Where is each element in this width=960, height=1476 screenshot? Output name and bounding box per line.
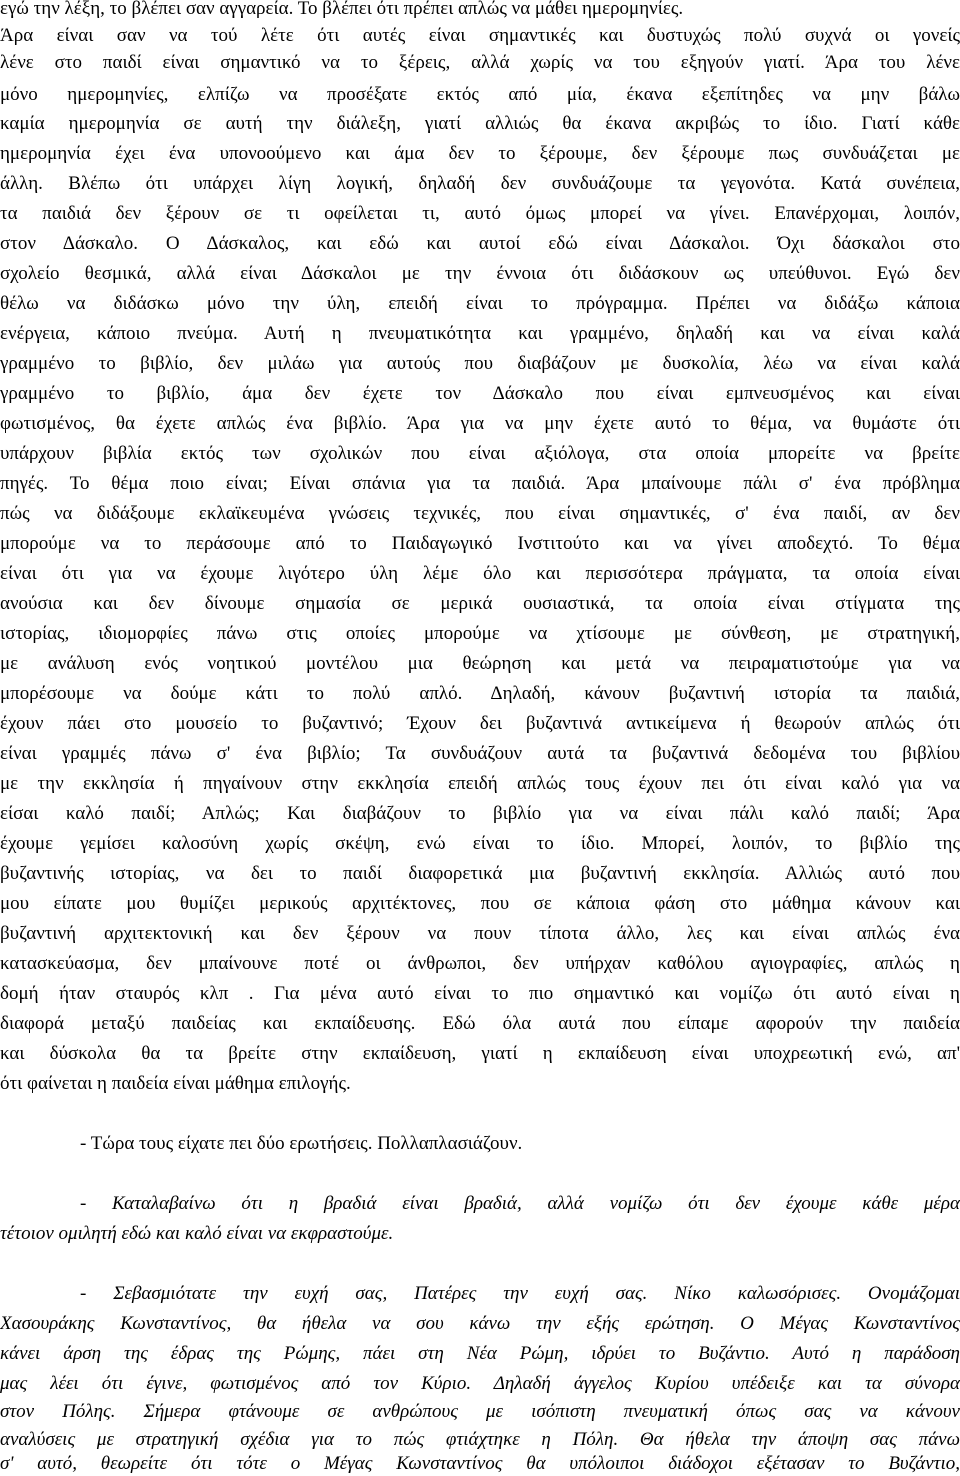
text-line: ότι φαίνεται η παιδεία είναι μάθημα επιλογής. xyxy=(0,1073,351,1094)
dialogue-question: - Τώρα τους είχατε πει δύο ερωτήσεις. Πολλαπλασιάζουν. xyxy=(80,1133,523,1154)
text-line: με την εκκλησία ή πηγαίνουν στην εκκλησία επειδή απλώς τους έχουν πει ότι είναι καλό για να xyxy=(0,773,960,794)
text-line: σχολείο θεσμικά, αλλά είναι Δάσκαλοι με την έννοια ότι διδάσκουν ως υπεύθυνοι. Εγώ δεν xyxy=(0,263,960,284)
text-line: μου είπατε μου θυμίζει μερικούς αρχιτέκτονες, που σε κάποια φάση στο μάθημα κάνουν και xyxy=(0,893,960,914)
text-line: βυζαντινής ιστορίας, να δει το παιδί διαφορετικά μια βυζαντινή εκκλησία. Αλλιώς αυτό που xyxy=(0,863,960,884)
text-line: ιστορίας, ιδιομορφίες πάνω στις οποίες μπορούμε να χτίσουμε με σύνθεση, με στρατηγική, xyxy=(0,623,960,644)
text-line: είναι γραμμές πάνω σ' ένα βιβλίο; Τα συνδυάζουν αυτά τα βυζαντινά δεδομένα του βιβλίου xyxy=(0,743,960,764)
text-line: θέλω να διδάσκω μόνο την ύλη, επειδή είναι το πρόγραμμα. Πρέπει να διδάξω κάποια xyxy=(0,293,960,314)
text-line: στον Πόλης. Σήμερα φτάνουμε σε ανθρώπους με ισόπιστη πνευματική όπως σας να κάνουν xyxy=(0,1401,960,1422)
text-line: είσαι καλό παιδί; Απλώς; Και διαβάζουν το βιβλίο για να είναι πάλι καλό παιδί; Άρα xyxy=(0,803,960,824)
text-line: - Καταλαβαίνω ότι η βραδιά είναι βραδιά, αλλά νομίζω ότι δεν έχουμε κάθε μέρα xyxy=(80,1193,960,1214)
text-line: Χασουράκης Κωνσταντίνος, θα ήθελα να σου κάνω την εξής ερώτηση. Ο Μέγας Κωνσταντίνος xyxy=(0,1313,960,1334)
text-line: λένε στο παιδί είναι σημαντικό να το ξέρεις, αλλά χωρίς να του εξηγούν γιατί. Άρα του λένε xyxy=(0,52,960,73)
text-line: μπορούμε να το περάσουμε από το Παιδαγωγικό Ινστιτούτο και να γίνει αποδεχτό. Το θέμα xyxy=(0,533,960,554)
text-line: άλλη. Βλέπω ότι υπάρχει λίγη λογική, δηλαδή δεν συνδυάζουμε τα γεγονότα. Κατά συνέπεια, xyxy=(0,173,960,194)
text-line: γραμμένο το βιβλίο, δεν μιλάω για αυτούς που διαβάζουν με δυσκολία, λέω να είναι καλά xyxy=(0,353,960,374)
text-line: και δύσκολα θα τα βρείτε στην εκπαίδευση, γιατί η εκπαίδευση είναι υποχρεωτική ενώ, απ' xyxy=(0,1043,960,1064)
text-line: τέτοιον ομιλητή εδώ και καλό είναι να εκφραστούμε. xyxy=(0,1223,394,1244)
text-line: πώς να διδάξουμε εκλαϊκευμένα γνώσεις τεχνικές, που είναι σημαντικές, σ' ένα παιδί, αν δεν xyxy=(0,503,960,524)
text-line: καμία ημερομηνία σε αυτή την διάλεξη, γιατί αλλιώς θα έκανα ακριβώς το ίδιο. Γιατί κάθε xyxy=(0,113,960,134)
text-line: γραμμένο το βιβλίο, άμα δεν έχετε τον Δάσκαλο που είναι εμπνευσμένος και είναι xyxy=(0,383,960,404)
text-line: υπάρχουν βιβλία εκτός των σχολικών που είναι αξιόλογα, στα οποία μπορείτε να βρείτε xyxy=(0,443,960,464)
text-line: εγώ την λέξη, το βλέπει σαν αγγαρεία. Το βλέπει ότι πρέπει απλώς να μάθει ημερομηνίες. xyxy=(0,0,684,19)
text-line: έχουν πάει στο μουσείο το βυζαντινό; Έχουν δει βυζαντινά αντικείμενα ή θεωρούν απλώς ότι xyxy=(0,713,960,734)
text-line: διαφορά μεταξύ παιδείας και εκπαίδευσης. Εδώ όλα αυτά που είπαμε αφορούν την παιδεία xyxy=(0,1013,960,1034)
text-line: τα παιδιά δεν ξέρουν σε τι οφείλεται τι, αυτό όμως μπορεί να γίνει. Επανέρχομαι, λοιπόν, xyxy=(0,203,960,224)
text-line: Άρα είναι σαν να τού λέτε ότι αυτές είναι σημαντικές και δυστυχώς πολύ συχνά οι γονείς xyxy=(0,25,960,46)
text-line: πηγές. Το θέμα ποιο είναι; Είναι σπάνια για τα παιδιά. Άρα μπαίνουμε πάλι σ' ένα πρόβλημα xyxy=(0,473,960,494)
text-line: με ανάλυση ενός νοητικού μοντέλου μια θεώρηση και μετά να πειραματιστούμε για να xyxy=(0,653,960,674)
text-line: έχουμε γεμίσει καλοσύνη χωρίς σκέψη, ενώ είναι το ίδιο. Μπορεί, λοιπόν, το βιβλίο της xyxy=(0,833,960,854)
text-line: ανούσια και δεν δίνουμε σημασία σε μερικά ουσιαστικά, τα οποία είναι στίγματα της xyxy=(0,593,960,614)
text-line: μπορέσουμε να δούμε κάτι το πολύ απλό. Δηλαδή, κάνουν βυζαντινή ιστορία τα παιδιά, xyxy=(0,683,960,704)
text-line: σ' αυτό, θεωρείτε ότι τότε ο Μέγας Κωνσταντίνος θα υπόλοιποι διάδοχοι εξέτασαν το Βυζάντιο, xyxy=(0,1453,960,1474)
text-line: βυζαντινή αρχιτεκτονική και δεν ξέρουν να πουν τίποτα άλλο, λες και είναι απλώς ένα xyxy=(0,923,960,944)
text-line: στον Δάσκαλο. Ο Δάσκαλος, και εδώ και αυτοί εδώ είναι Δάσκαλοι. Όχι δάσκαλοι στο xyxy=(0,233,960,254)
text-line: αναλύσεις με στρατηγική σχέδια για το πώς φτιάχτηκε η Πόλη. Θα ήθελα την άποψη σας πάνω xyxy=(0,1429,960,1450)
text-line: είναι ότι για να έχουμε λιγότερο ύλη λέμε όλο και περισσότερα πράγματα, τα οποία είναι xyxy=(0,563,960,584)
text-line: μόνο ημερομηνίες, ελπίζω να προσέξατε εκτός από μία, έκανα εξεπίτηδες να μην βάλω xyxy=(0,84,960,105)
text-line: ημερομηνία έχει ένα υπονοούμενο και άμα δεν το ξέρουμε, δεν ξέρουμε πως συνδυάζεται με xyxy=(0,143,960,164)
text-line: - Σεβασμιότατε την ευχή σας, Πατέρες την ευχή σας. Νίκο καλωσόρισες. Ονομάζομαι xyxy=(80,1283,960,1304)
text-line: μας λέει ότι έγινε, φωτισμένος από τον Κύριο. Δηλαδή άγγελος Κυρίου υπέδειξε και τα σύνορα xyxy=(0,1373,960,1394)
text-line: κάνει άρση της έδρας της Ρώμης, πάει στη Νέα Ρώμη, ιδρύει το Βυζάντιο. Αυτό η παράδοση xyxy=(0,1343,960,1364)
text-line: κατασκεύασμα, δεν μπαίνουνε ποτέ οι άνθρωποι, δεν υπήρχαν καθόλου αγιογραφίες, απλώς η xyxy=(0,953,960,974)
text-line: ενέργεια, κάποιο πνεύμα. Αυτή η πνευματικότητα και γραμμένο, δηλαδή και να είναι καλά xyxy=(0,323,960,344)
text-line: δομή ήταν σταυρός κλπ . Για μένα αυτό είναι το πιο σημαντικό και νομίζω ότι αυτό είναι η xyxy=(0,983,960,1004)
text-line: φωτισμένος, θα έχετε απλώς ένα βιβλίο. Άρα για να μην έχετε αυτό το θέμα, να θυμάστε ότι xyxy=(0,413,960,434)
